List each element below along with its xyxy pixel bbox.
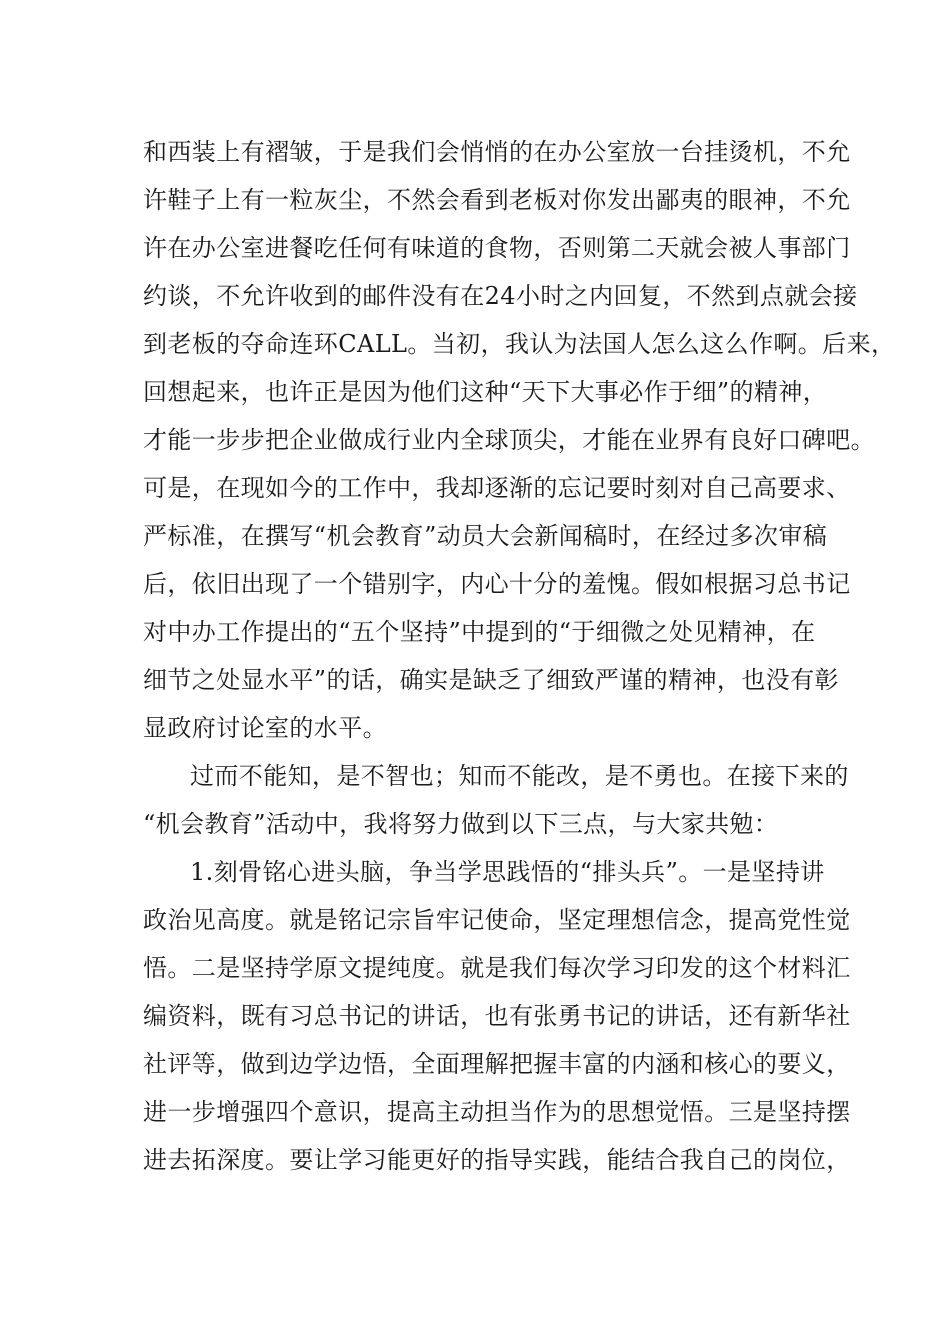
text-line: 回想起来，也许正是因为他们这种“天下大事必作于细”的精神， — [143, 378, 828, 406]
text-line: 许在办公室进餐吃任何有味道的食物，否则第二天就会被人事部门 — [143, 234, 851, 262]
text-line: 社评等，做到边学边悟，全面理解把握丰富的内涵和核心的要义， — [143, 1050, 851, 1078]
paragraph-first-line: 过而不能知，是不智也；知而不能改，是不勇也。在接下来的 — [190, 762, 849, 790]
text-line: 显政府讨论室的水平。 — [143, 714, 387, 742]
text-line: 严标准，在撰写“机会教育”动员大会新闻稿时，在经过多次审稿 — [143, 522, 828, 550]
text-line: 后，依旧出现了一个错别字，内心十分的羞愧。假如根据习总书记 — [143, 570, 851, 598]
text-line: 进去拓深度。要让学习能更好的指导实践，能结合我自己的岗位， — [143, 1146, 851, 1174]
text-line: 进一步增强四个意识，提高主动担当作为的思想觉悟。三是坚持摆 — [143, 1098, 851, 1126]
text-line: 约谈，不允许收到的邮件没有在24小时之内回复，不然到点就会接 — [143, 282, 858, 310]
text-line: 编资料，既有习总书记的讲话，也有张勇书记的讲话，还有新华社 — [143, 1002, 851, 1030]
text-line: 到老板的夺命连环CALL。当初，我认为法国人怎么这么作啊。后来， — [143, 330, 896, 358]
text-line: 政治见高度。就是铭记宗旨牢记使命，坚定理想信念，提高党性觉 — [143, 906, 851, 934]
text-line: 许鞋子上有一粒灰尘，不然会看到老板对你发出鄙夷的眼神，不允 — [143, 186, 851, 214]
paragraph-first-line: 1.刻骨铭心进头脑，争当学思践悟的“排头兵”。一是坚持讲 — [190, 858, 825, 886]
text-line: 和西装上有褶皱，于是我们会悄悄的在办公室放一台挂烫机，不允 — [143, 138, 851, 166]
text-line: “机会教育”活动中，我将努力做到以下三点，与大家共勉： — [143, 810, 779, 838]
text-line: 才能一步步把企业做成行业内全球顶尖，才能在业界有良好口碑吧。 — [143, 426, 875, 454]
text-line: 悟。二是坚持学原文提纯度。就是我们每次学习印发的这个材料汇 — [143, 954, 851, 982]
text-line: 可是，在现如今的工作中，我却逐渐的忘记要时刻对自己高要求、 — [143, 474, 851, 502]
text-line: 对中办工作提出的“五个坚持”中提到的“于细微之处见精神，在 — [143, 618, 816, 646]
text-line: 细节之处显水平”的话，确实是缺乏了细致严谨的精神，也没有彰 — [143, 666, 839, 694]
